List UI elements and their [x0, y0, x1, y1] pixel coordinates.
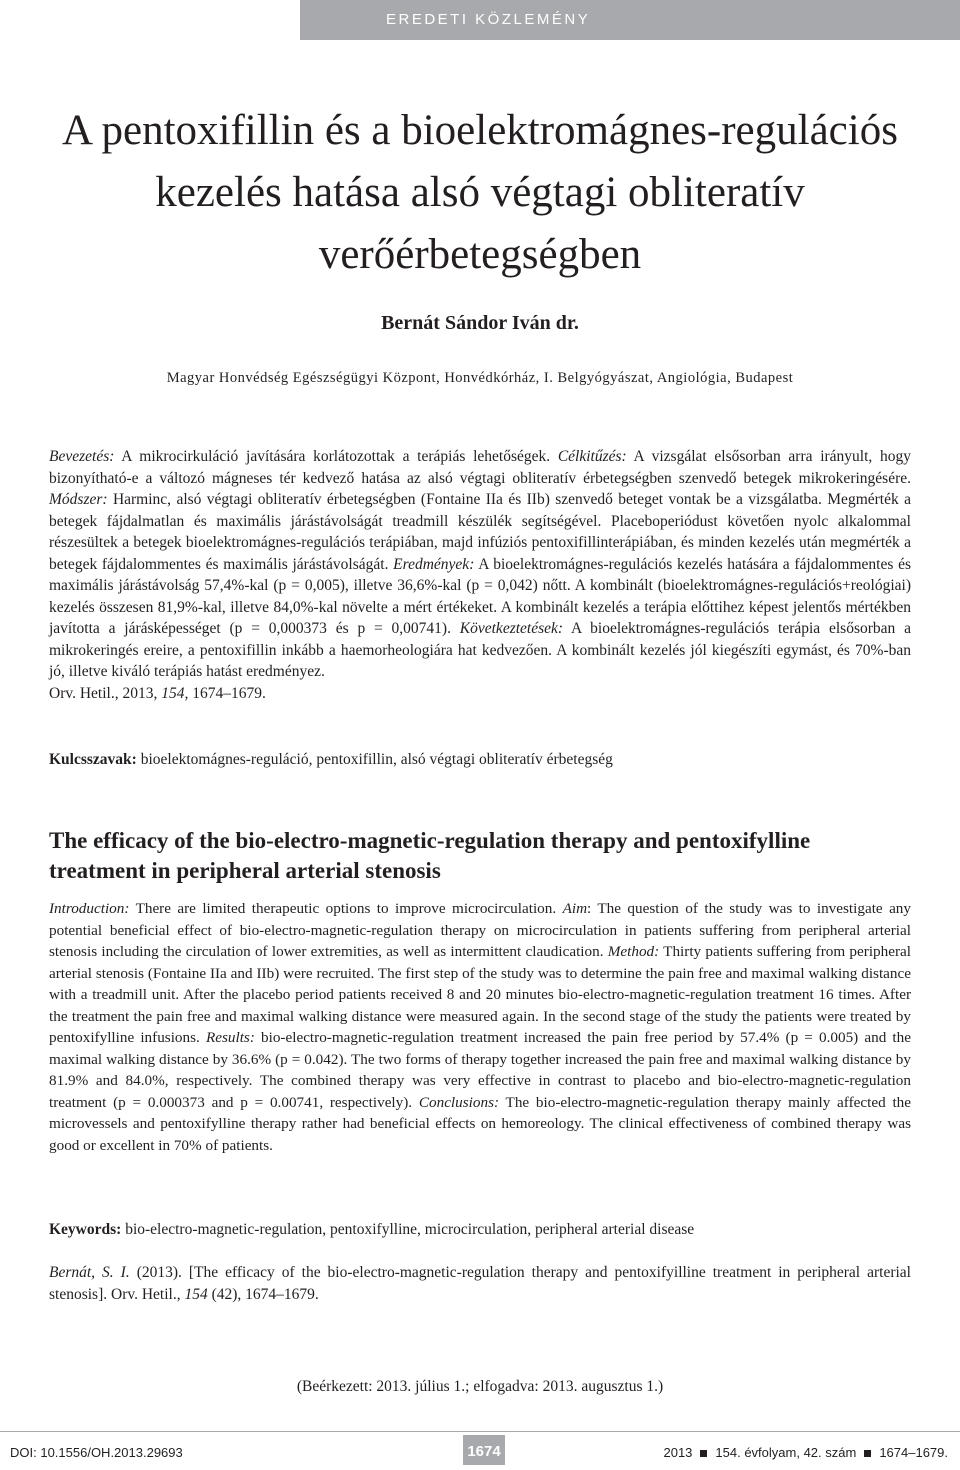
citation-rest: (42), 1674–1679.: [207, 1285, 319, 1303]
abstract-hu-method-label: Módszer:: [49, 491, 108, 508]
abstract-hu-conclusions-text: A bioelektromágnes-regulációs terápia elsősorban a mikrokeringés ereire, a pentoxifillin inkább a haemorheologiára hat kedvezően. A kombinált kezelés jól kiegészíti egymást, és 70%-ban jó, illetve kiváló terápiás hatást eredményez.: [49, 620, 911, 680]
citation-volume: 154: [184, 1285, 208, 1303]
abstract-en-results-text: bio-electro-magnetic-regulation treatment increased the pain free period by 57.4% (p = 0.005) and the maximal walking distance by 36.6% (p = 0.042). The two forms of therapy together increased the pain free and maximal walking distance by 81.9% and 84.0%, respectively. The combined therapy was very effective in contrast to placebo and bio-electro-magnetic-regulation treatment (p = 0.000373 and p = 0.00741, respectively).: [49, 1029, 911, 1111]
page-footer: [0, 1431, 960, 1470]
abstract-hu-method-text: Harminc, alsó végtagi obliteratív érbetegségben (Fontaine IIa és IIb) szenvedő beteget vontak be a vizsgálatba. Megmérték a betegek fájdalmatlan és maximális járástávolságát treadmill készülék segítségével. Placeboperiódust követően nyolc alkalommal részesültek a betegek bioelektromágnes-regulációs terápiában, majd infúziós pentoxifillinterápiában, és minden kezelés után megmérték a betegek fájdalommentes és maximális járástávolságát.: [49, 491, 911, 573]
abstract-english: [49, 898, 911, 1156]
abstract-hu-intro-text: A mikrocirkuláció javítására korlátozottak a terápiás lehetőségek.: [114, 448, 558, 465]
square-bullet-icon: [700, 1450, 707, 1457]
abstract-hu-conclusions-label: Következtetések:: [459, 620, 564, 637]
abstract-hungarian: [49, 446, 911, 704]
footer-pages: 1674–1679.: [879, 1445, 948, 1460]
abstract-hu-aim-text: A vizsgálat elsősorban arra irányult, hogy bizonyítható-e a változó mágneses tér kedvező hatása az alsó végtagi obliteratív érbetegségben szenvedő betegek mikrokeringésére.: [49, 448, 911, 487]
footer-divider: [0, 1431, 960, 1432]
abstract-en-method-label: Method:: [607, 943, 660, 960]
citation: [49, 1262, 911, 1305]
english-title: The efficacy of the bio-electro-magnetic-regulation therapy and pentoxifylline treatment in peripheral arterial stenosis: [49, 828, 811, 883]
keywords-hu-label: Kulcsszavak:: [49, 751, 137, 768]
doi-link[interactable]: DOI: 10.1556/OH.2013.29693: [10, 1445, 183, 1460]
journal-info: [663, 1445, 948, 1460]
keywords-english: [49, 1219, 911, 1241]
citation-text: (2013). [The efficacy of the bio-electro-magnetic-regulation therapy and pentoxifyilline treatment in peripheral arterial stenosis]. Orv. Hetil.,: [49, 1264, 911, 1303]
abstract-hu-results-text: A bioelektromágnes-regulációs kezelés hatására a fájdalommentes és maximális járástávolság 57,4%-kal (p = 0,005), illetve 36,6%-kal (p = 0,042) nőtt. A kombinált (bioelektromágnes-regulációs+reológiai) kezelés összesen 81,9%-kal, illetve 84,0%-kal növelte a mért értékeket. A kombinált kezelés a terápia előttihez képest jelentős mértékben javította a járásképességet (p = 0,000373 és p = 0,00741).: [49, 555, 911, 637]
footer-volume: 154. évfolyam, 42. szám: [715, 1445, 857, 1460]
abstract-en-results-label: Results:: [205, 1029, 255, 1046]
citation-authors: Bernát, S. I.: [49, 1264, 130, 1281]
keywords-en-text: bio-electro-magnetic-regulation, pentoxifylline, microcirculation, peripheral arterial disease: [121, 1221, 695, 1238]
abstract-en-aim-label: Aim: [562, 900, 588, 917]
article-title: A pentoxifillin és a bioelektromágnes-regulációs kezelés hatása alsó végtagi obliteratív verőérbetegségben: [62, 107, 898, 278]
page-number-badge: [463, 1435, 505, 1465]
section-label: EREDETI KÖZLEMÉNY: [386, 11, 591, 28]
abstract-en-aim-text: : The question of the study was to investigate any potential beneficial effect of bio-electro-magnetic-regulation therapy on microcirculation in patients suffering from peripheral arterial stenosis including the circulation of lower extremities, as well as intermittent claudication.: [49, 900, 911, 960]
abstract-hu-citation-prefix: Orv. Hetil., 2013,: [49, 684, 162, 702]
page-number: 1674: [467, 1443, 501, 1460]
abstract-en-intro-label: Introduction:: [49, 900, 130, 917]
abstract-en-conclusions-label: Conclusions:: [418, 1093, 500, 1111]
abstract-hu-aim-label: Célkitűzés:: [557, 448, 627, 465]
keywords-hu-text: bioelektomágnes-reguláció, pentoxifillin, alsó végtagi obliteratív érbetegség: [136, 751, 613, 768]
abstract-hu-citation-volume: 154,: [161, 684, 189, 702]
keywords-en-label: Keywords:: [49, 1221, 122, 1238]
keywords-hungarian: [49, 749, 911, 771]
received-date-line: (Beérkezett: 2013. július 1.; elfogadva: 2013. augusztus 1.): [296, 1378, 664, 1395]
abstract-en-intro-text: There are limited therapeutic options to improve microcirculation.: [129, 900, 563, 917]
square-bullet-icon: [864, 1450, 871, 1457]
abstract-hu-citation-pages: 1674–1679.: [188, 684, 266, 702]
footer-year: 2013: [663, 1445, 693, 1460]
author-affiliation: Magyar Honvédség Egészségügyi Központ, Honvédkórház, I. Belgyógyászat, Angiológia, Budapest: [166, 370, 794, 386]
abstract-en-method-text: Thirty patients suffering from peripheral arterial stenosis (Fontaine IIa and IIb) were recruited. The first step of the study was to determine the pain free and maximal walking distance with a treadmill unit. After the placebo period patients received 8 and 20 minutes bio-electro-magnetic-regulation treatment 16 times. After the treatment the pain free and maximal walking distance were measured again. In the second stage of the study the patients were treated by pentoxifylline infusions.: [49, 943, 911, 1046]
abstract-hu-results-label: Eredmények:: [393, 555, 475, 573]
abstract-hu-intro-label: Bevezetés:: [49, 448, 115, 465]
abstract-en-conclusions-text: The bio-electro-magnetic-regulation therapy mainly affected the microvessels and pentoxifylline therapy rather had beneficial effects on hemoreology. The clinical effectiveness of combined therapy was good or excellent in 70% of patients.: [49, 1093, 911, 1154]
author-name: Bernát Sándor Iván dr.: [381, 312, 579, 334]
section-header-band: [300, 0, 960, 40]
